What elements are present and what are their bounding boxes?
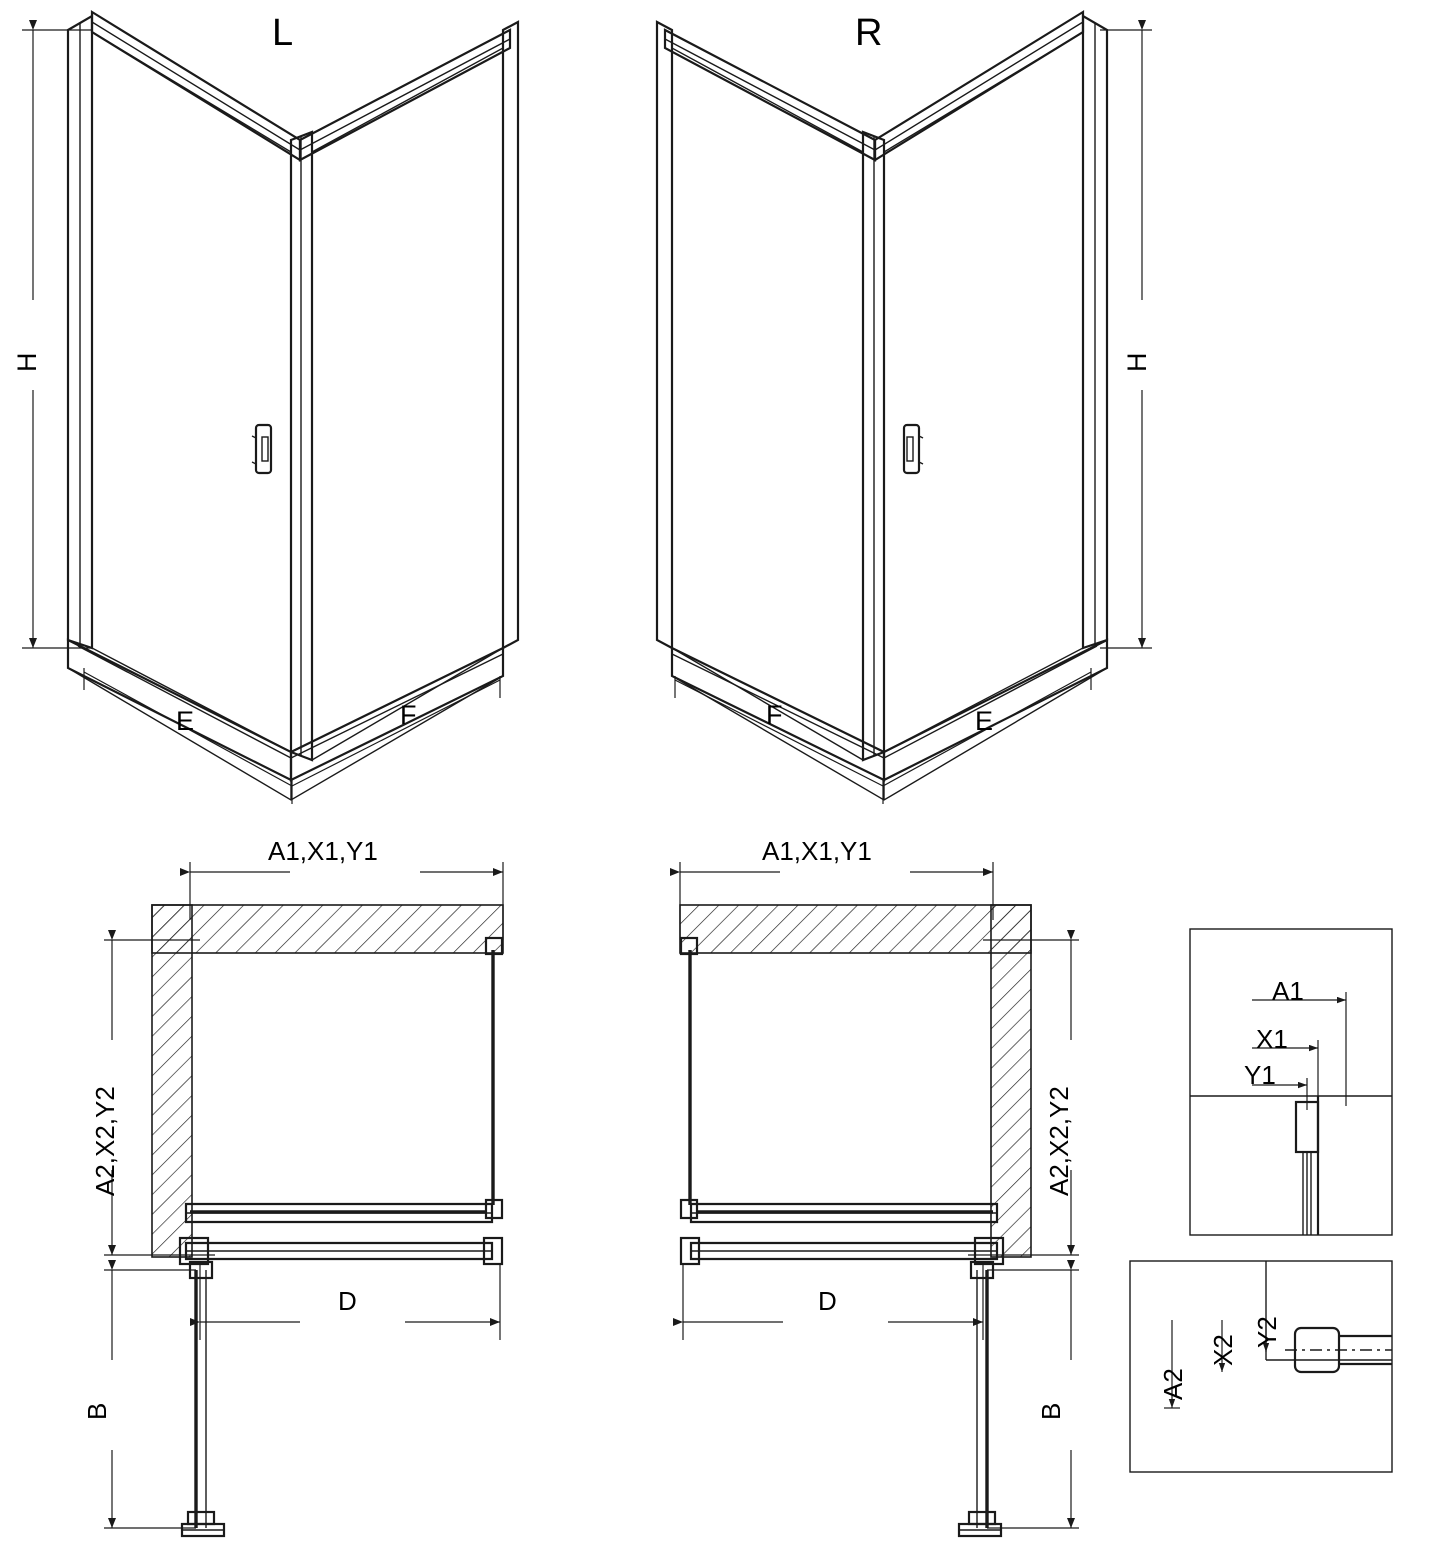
plan-left-door-dim: B	[82, 1402, 112, 1420]
iso-right-dim-f: F	[766, 700, 783, 730]
detail-bottom-dim-y2: Y2	[1252, 1316, 1282, 1348]
detail-bottom-dim-a2: A2	[1158, 1368, 1188, 1400]
detail-bottom	[1130, 1261, 1392, 1472]
iso-left-title: L	[272, 12, 294, 54]
detail-top	[1190, 929, 1392, 1235]
plan-right-top-dim: A1,X1,Y1	[762, 836, 872, 866]
handle-right-view	[904, 425, 923, 473]
detail-bottom-dim-x2: X2	[1208, 1334, 1238, 1366]
iso-right-title: R	[855, 12, 883, 54]
door-leaf-right	[959, 1262, 1001, 1536]
plan-right-door-dim: B	[1036, 1402, 1066, 1420]
iso-left-height-label: H	[12, 352, 42, 372]
handle-left-view	[252, 425, 271, 473]
plan-view-left	[104, 862, 503, 1536]
plan-left-top-dim: A1,X1,Y1	[268, 836, 378, 866]
detail-top-dim-x1: X1	[1256, 1024, 1288, 1054]
plan-right-inner-dim: D	[818, 1286, 837, 1316]
plan-left-side-dim: A2,X2,Y2	[90, 1086, 120, 1196]
iso-right-dim-e: E	[975, 706, 994, 736]
iso-left-dim-f: F	[400, 700, 417, 730]
iso-view-left	[22, 12, 518, 804]
detail-top-dim-a1: A1	[1272, 976, 1304, 1006]
detail-top-dim-y1: Y1	[1244, 1060, 1276, 1090]
plan-left-inner-dim: D	[338, 1286, 357, 1316]
iso-left-dim-e: E	[176, 706, 195, 736]
plan-view-right	[680, 862, 1079, 1536]
iso-view-right	[657, 12, 1152, 804]
door-leaf-left	[182, 1262, 224, 1536]
iso-right-height-label: H	[1122, 352, 1152, 372]
plan-right-side-dim: A2,X2,Y2	[1044, 1086, 1074, 1196]
